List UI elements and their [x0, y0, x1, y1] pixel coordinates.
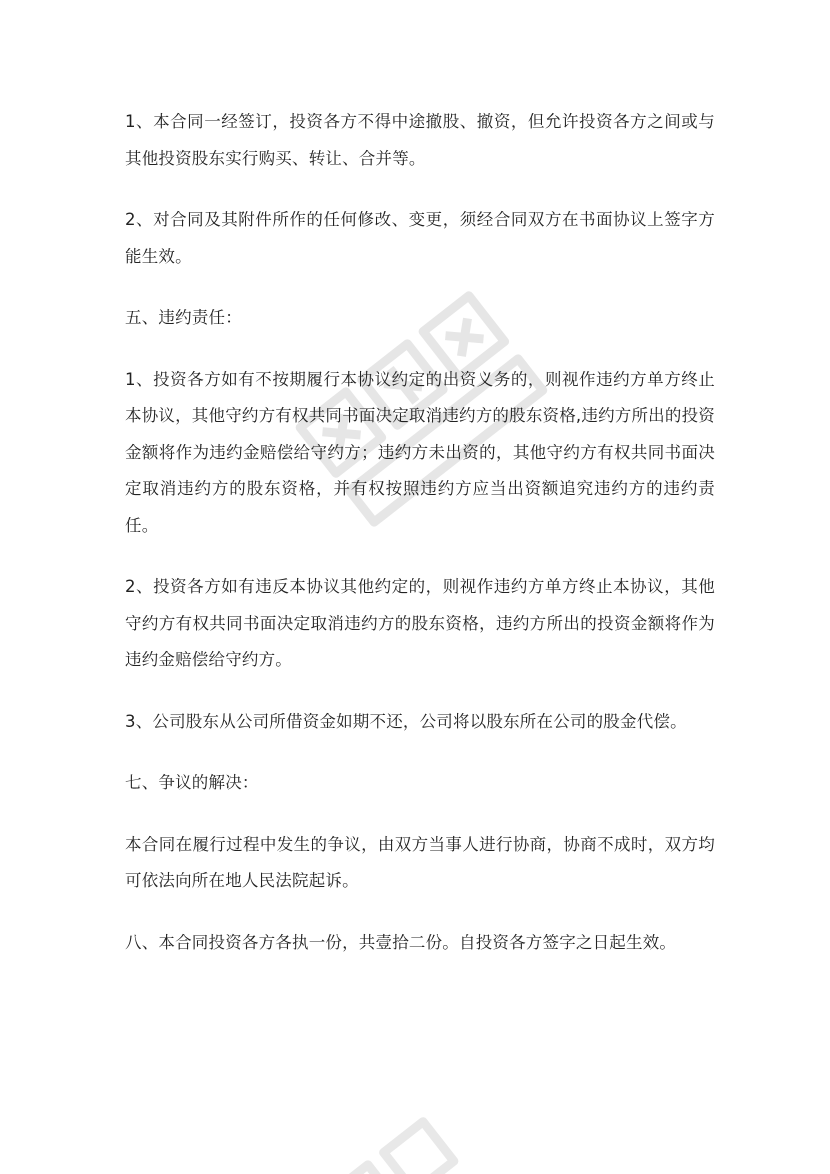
paragraph-breach-2: 2、投资各方如有违反本协议其他约定的，则视作违约方单方终止本协议，其他守约方有权共同书面决定取消违约方的股东资格，违约方所出的投资金额将作为违约金赔偿给守约方。	[125, 577, 715, 669]
document-body	[125, 104, 715, 986]
paragraph-breach-1: 1、投资各方如有不按期履行本协议约定的出资义务的，则视作违约方单方终止本协议，其他守约方有权共同书面决定取消违约方的股东资格,违约方所出的投资金额将作为违约金赔偿给守约方；违约方未出资的，其他守约方有权共同书面决定取消违约方的股东资格，并有权按照违约方应当出资额追究违约方的违约责任。	[125, 369, 715, 535]
watermark-stamp-bottom	[300, 1080, 520, 1174]
section-heading-dispute-resolution: 七、争议的解决：	[125, 773, 259, 792]
section-heading-breach-liability: 五、违约责任：	[125, 308, 242, 327]
paragraph-breach-3: 3、公司股东从公司所借资金如期不还，公司将以股东所在公司的股金代偿。	[125, 711, 687, 731]
paragraph-section-eight: 八、本合同投资各方各执一份，共壹拾二份。自投资各方签字之日起生效。	[125, 932, 677, 952]
paragraph-clause-2: 2、对合同及其附件所作的任何修改、变更，须经合同双方在书面协议上签字方能生效。	[125, 210, 715, 266]
paragraph-dispute: 本合同在履行过程中发生的争议，由双方当事人进行协商，协商不成时，双方均可依法向所在地人民法院起诉。	[125, 834, 715, 890]
paragraph-clause-1: 1、本合同一经签订，投资各方不得中途撤股、撤资，但允许投资各方之间或与其他投资股东实行购买、转让、合并等。	[125, 112, 715, 168]
